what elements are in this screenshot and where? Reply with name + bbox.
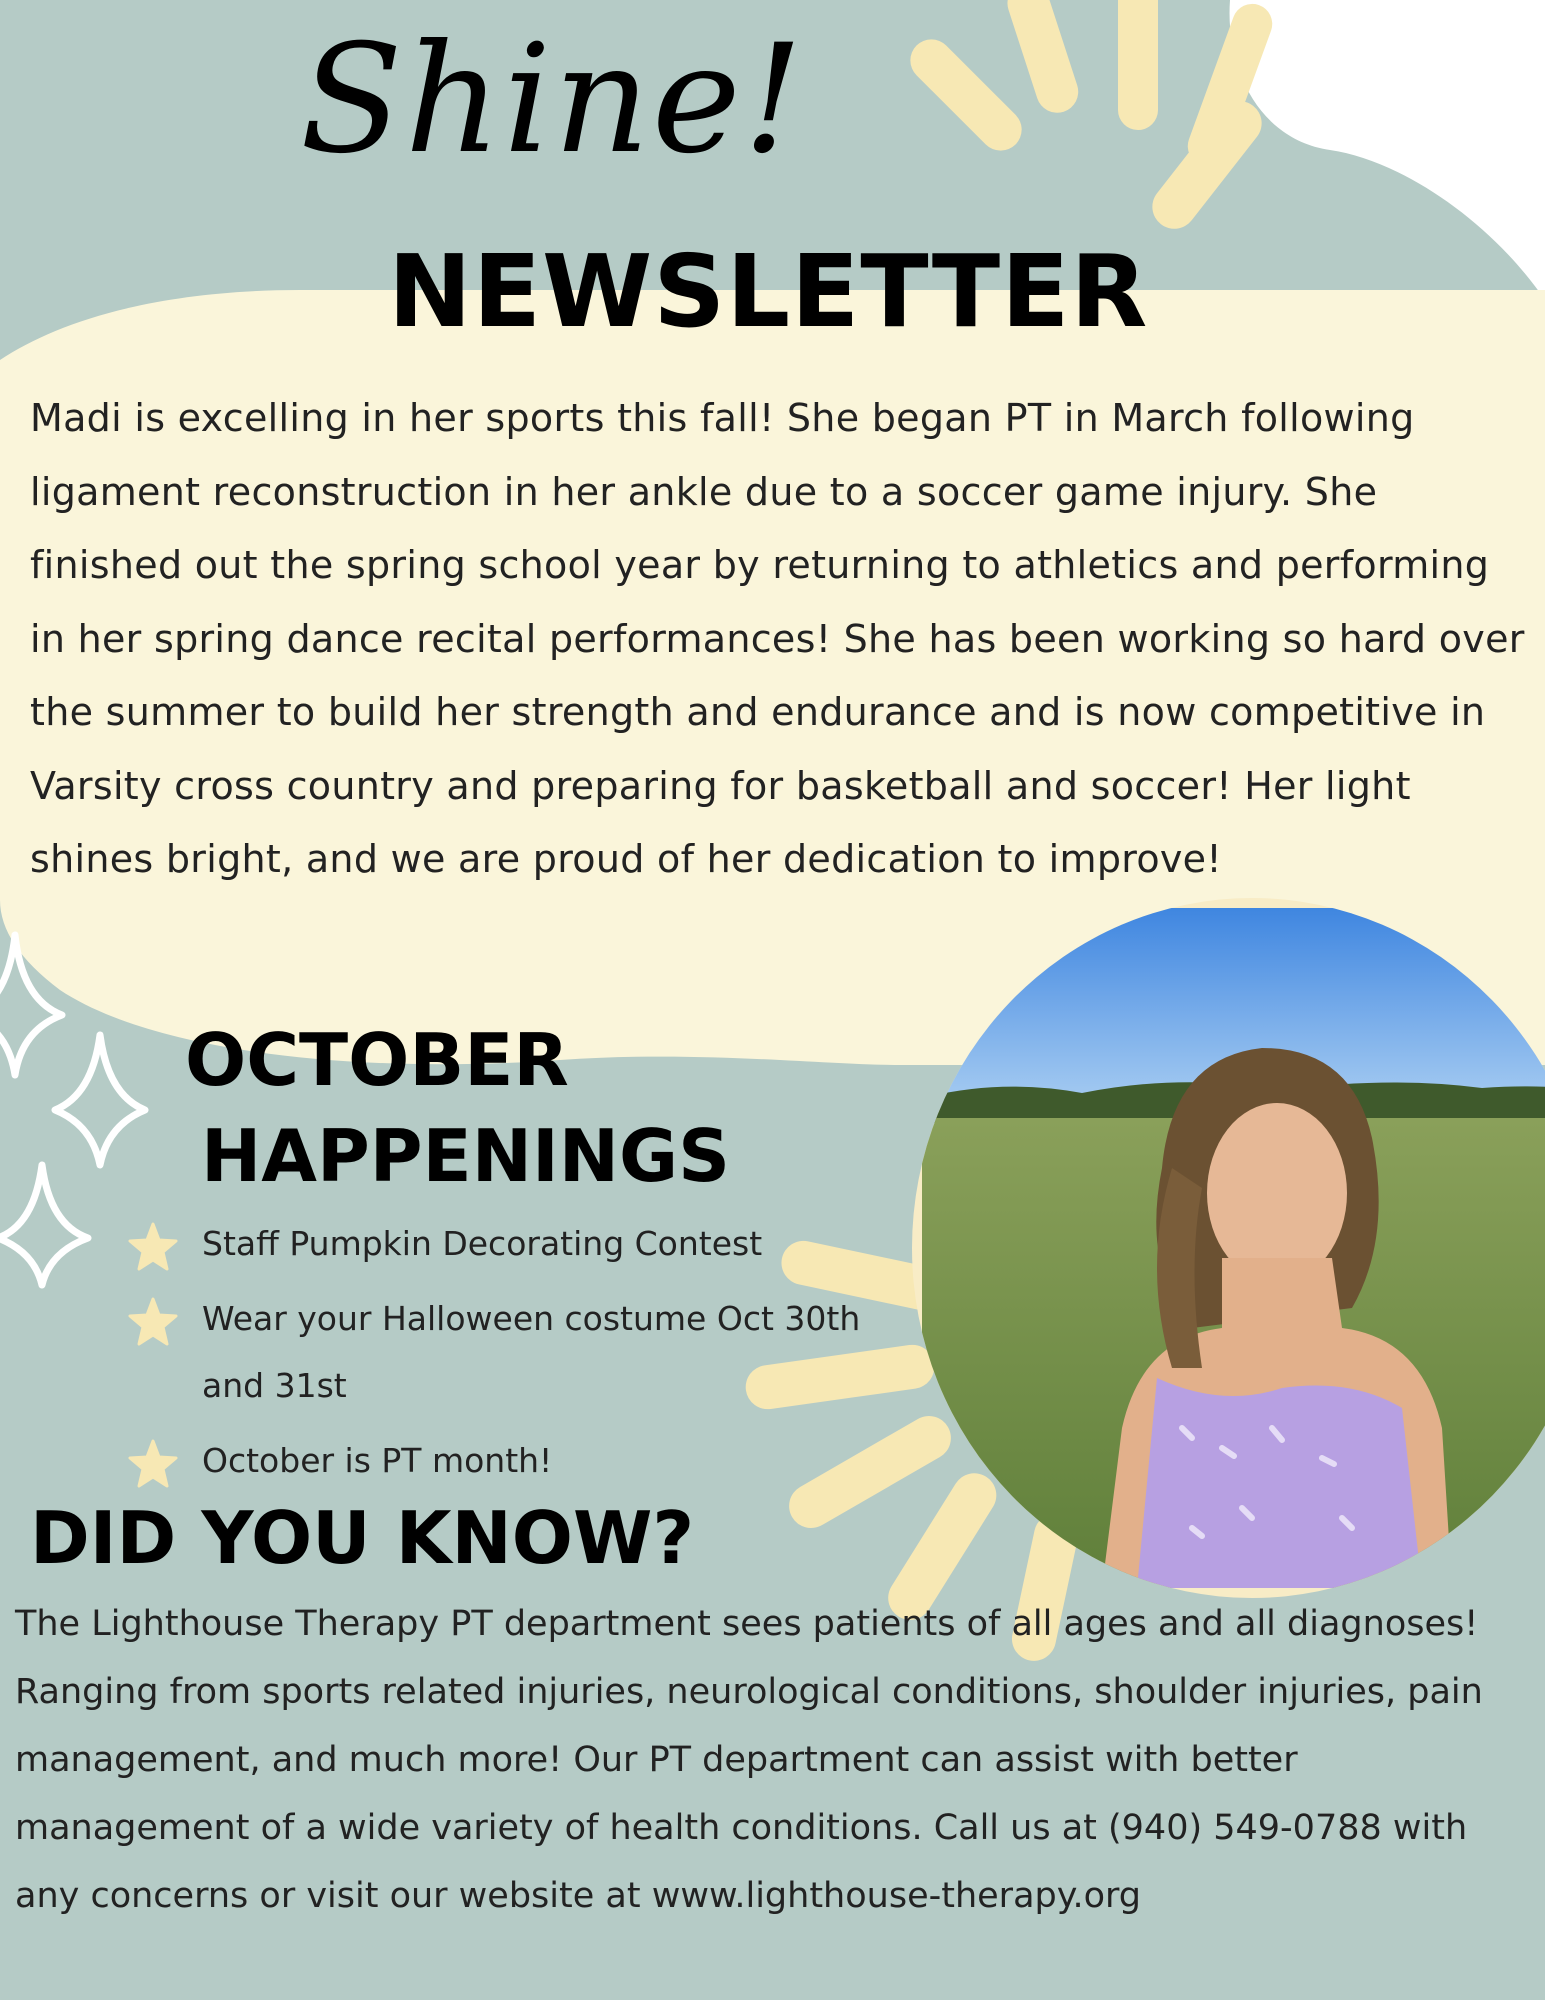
star-icon xyxy=(126,1295,180,1349)
feature-paragraph: Madi is excelling in her sports this fall! She began PT in March following ligament reconstruction in her ankle due to a soccer game injury. She finished out the spring school year by returning to athletics and performing in her spring dance recital performances! She has been working so hard over the summer to build her strength and endurance and is now competitive in Varsity cross country and preparing for basketball and soccer! Her light shines bright, and we are proud of her dedication to improve! xyxy=(30,396,1525,881)
sparkle-icon xyxy=(55,1035,145,1165)
list-item xyxy=(120,1285,880,1419)
list-item-label: October is PT month! xyxy=(202,1441,553,1480)
october-heading-line2: HAPPENINGS xyxy=(201,1114,730,1198)
list-item xyxy=(120,1427,880,1494)
script-title: Shine! xyxy=(300,13,805,187)
list-item-label: Wear your Halloween costume Oct 30th and 31st xyxy=(202,1299,861,1405)
star-icon xyxy=(126,1220,180,1274)
list-item-label: Staff Pumpkin Decorating Contest xyxy=(202,1224,763,1263)
october-heading xyxy=(185,1012,730,1204)
star-icon xyxy=(126,1437,180,1491)
sparkle-icon xyxy=(0,1165,88,1285)
corner-white-shape xyxy=(1230,0,1545,300)
did-you-know-heading: DID YOU KNOW? xyxy=(30,1496,695,1580)
october-heading-line1: OCTOBER xyxy=(185,1018,569,1102)
october-happenings-list xyxy=(120,1210,880,1494)
newsletter-title: NEWSLETTER xyxy=(388,233,1149,350)
did-you-know-body: The Lighthouse Therapy PT department sees patients of all ages and all diagnoses! Ranging from sports related injuries, neurological conditions, shoulder injuries, pain management, and much more! Our PT department can assist with better management of a wide variety of health conditions. Call us at (940) 549-0788 with any concerns or visit our website at www.lighthouse-therapy.org xyxy=(15,1604,1483,1916)
list-item xyxy=(120,1210,880,1277)
profile-photo xyxy=(912,898,1545,1598)
photo-illustration xyxy=(922,908,1545,1588)
sunburst-top xyxy=(902,0,1278,238)
